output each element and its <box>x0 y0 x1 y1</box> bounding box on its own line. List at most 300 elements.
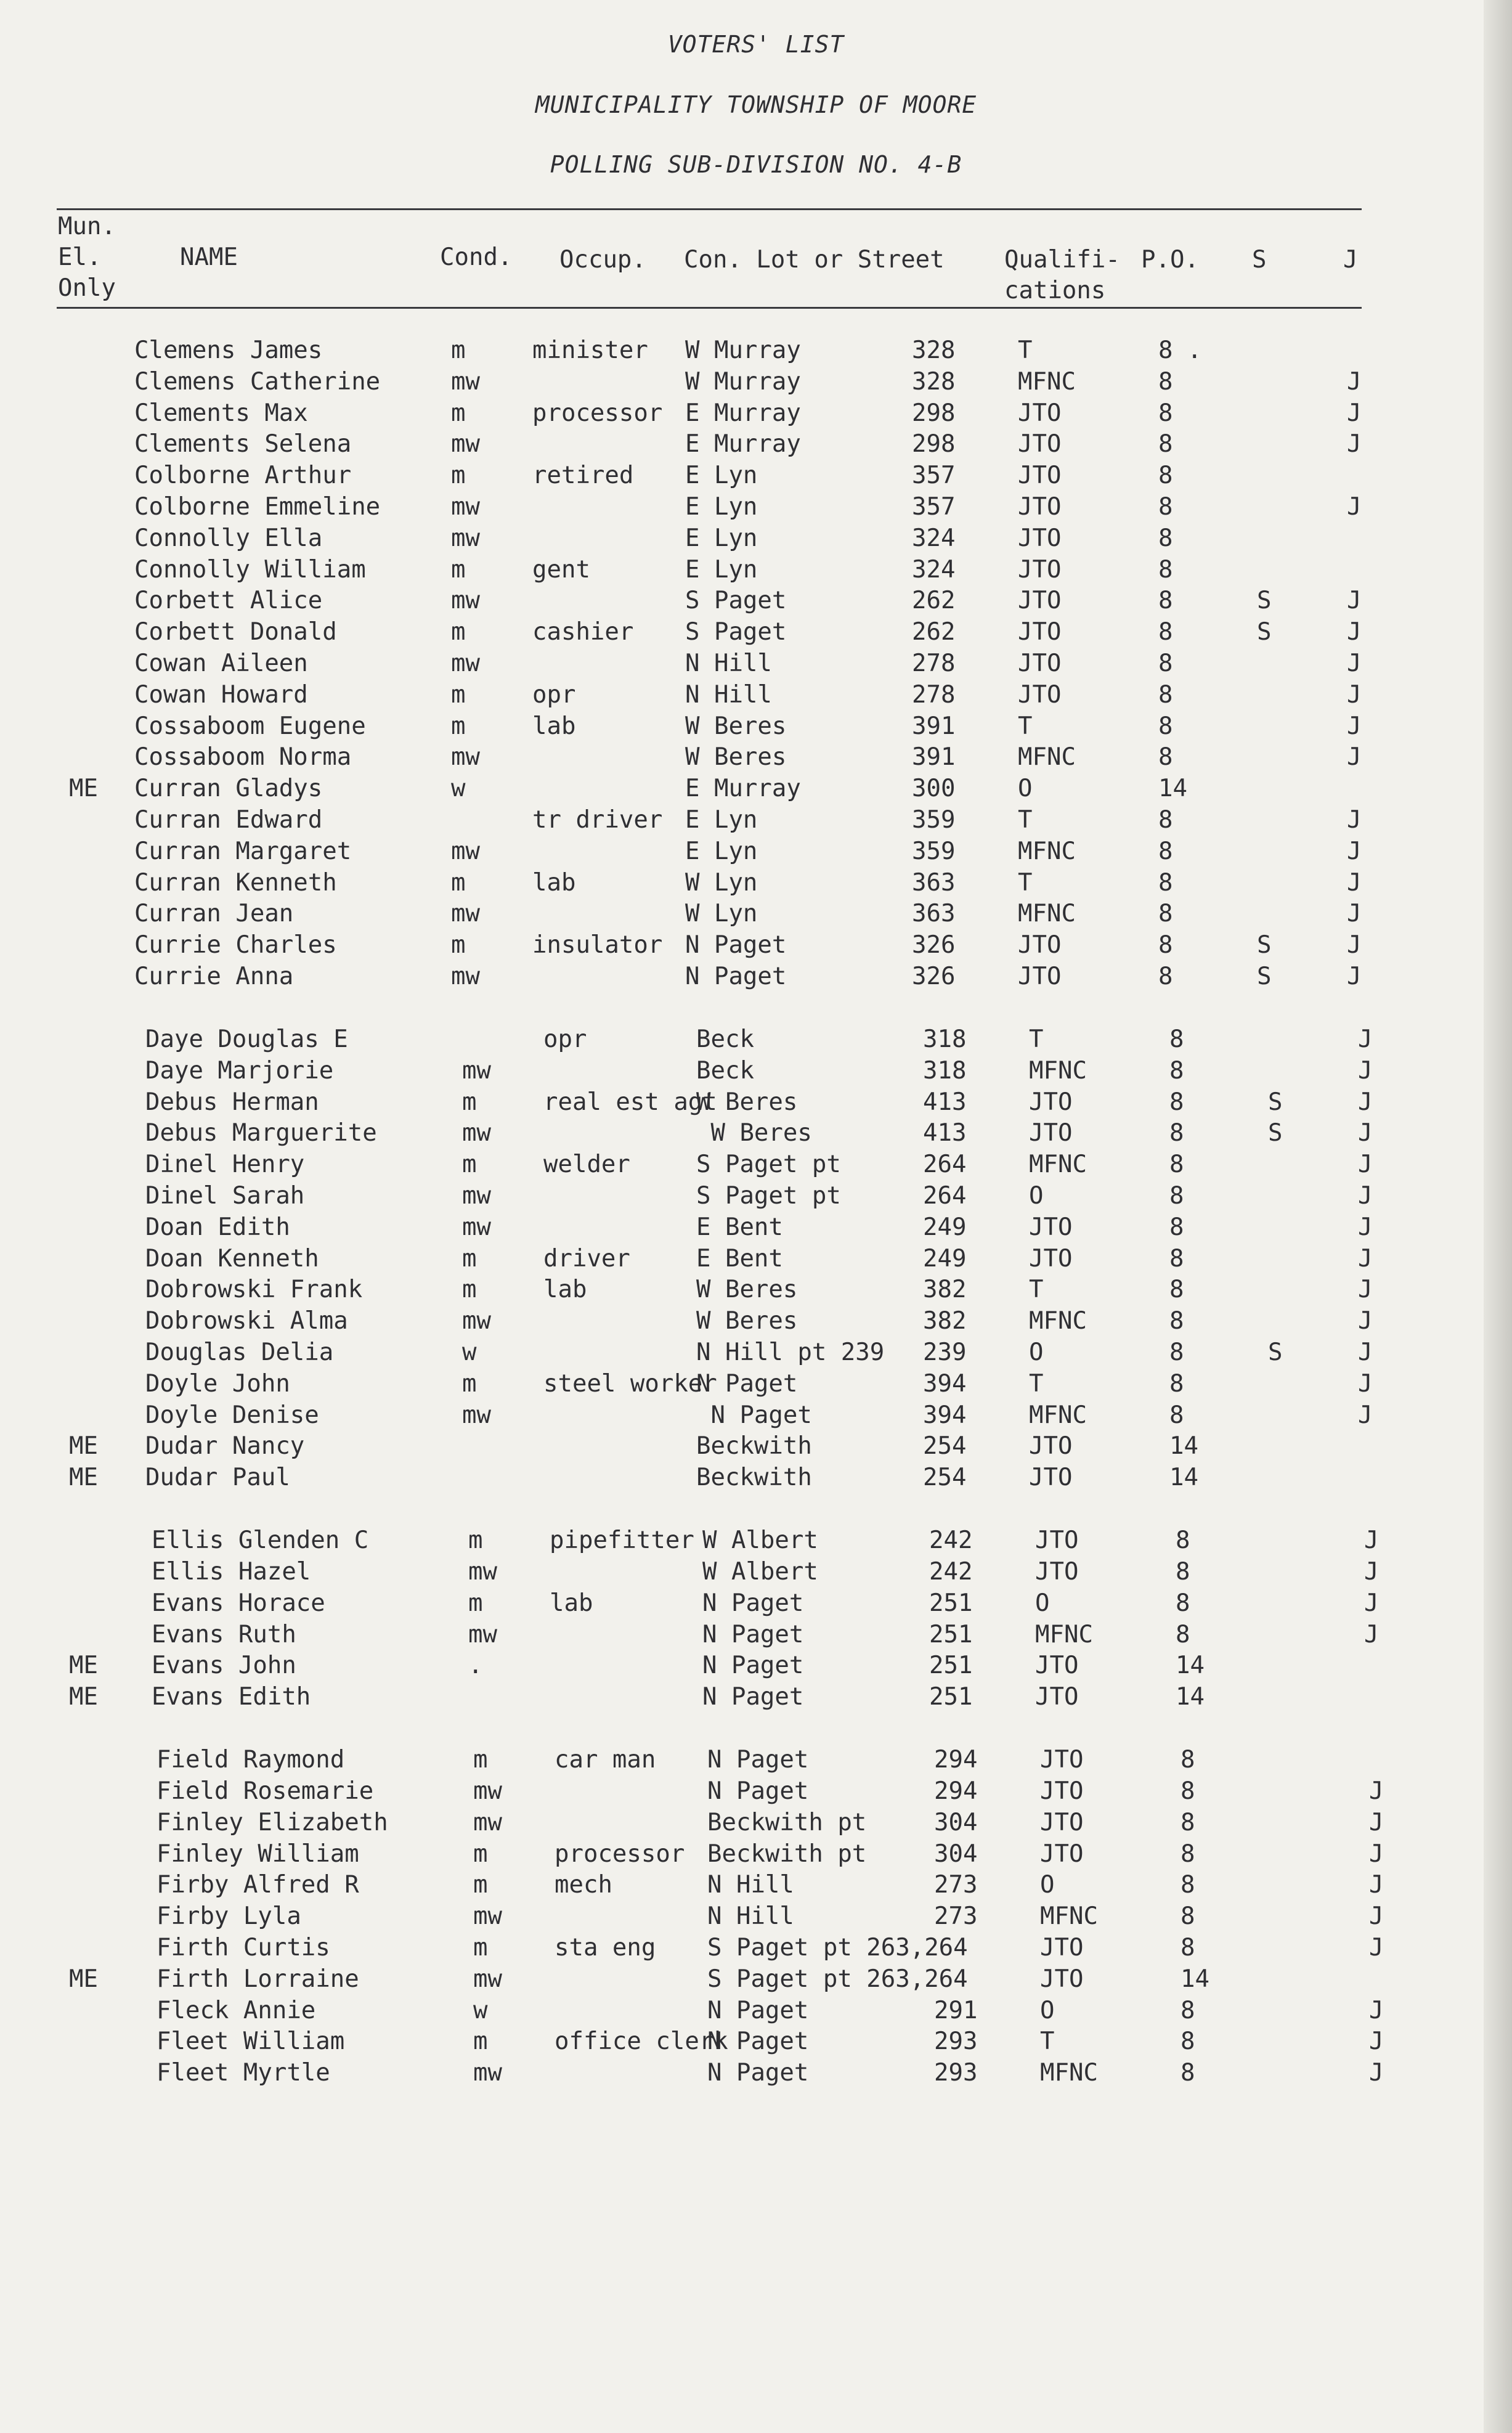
j-flag: J <box>1347 712 1362 740</box>
qualifications: JTO <box>1018 931 1062 959</box>
condition: mw <box>451 900 480 927</box>
voter-name: Cowan Howard <box>134 681 308 709</box>
lot-number: 300 <box>912 775 956 802</box>
col-j: J <box>1343 246 1358 274</box>
qualifications: JTO <box>1040 1809 1084 1836</box>
condition: mw <box>473 1965 502 1993</box>
voter-name: Evans John <box>152 1652 296 1679</box>
voter-row <box>0 1245 1512 1276</box>
location: N Hill <box>685 681 772 709</box>
voter-name: Firby Alfred R <box>156 1871 359 1899</box>
post-office: 8 <box>1158 524 1173 552</box>
occupation: processor <box>532 399 663 427</box>
occupation: opr <box>543 1025 587 1053</box>
location: N Paget <box>702 1621 804 1648</box>
location: N Hill <box>707 1902 794 1930</box>
qualifications: JTO <box>1040 1840 1084 1868</box>
voter-row <box>0 556 1512 587</box>
j-flag: J <box>1369 1871 1384 1899</box>
location: N Hill pt 239 <box>696 1339 885 1366</box>
j-flag: J <box>1347 650 1362 677</box>
location: N Paget <box>696 1370 798 1398</box>
lot-number: 278 <box>912 650 956 677</box>
lot-number: 239 <box>923 1339 967 1366</box>
voter-row <box>0 1746 1512 1777</box>
location: E Murray <box>685 775 801 802</box>
lot-number: 249 <box>923 1213 967 1241</box>
voter-row <box>0 1182 1512 1213</box>
lot-number: 293 <box>934 2059 978 2087</box>
condition: mw <box>451 524 480 552</box>
voter-name: Douglas Delia <box>145 1339 334 1366</box>
post-office: 8 <box>1158 556 1173 584</box>
voter-row <box>0 1151 1512 1181</box>
j-flag: J <box>1347 963 1362 990</box>
condition: mw <box>462 1057 491 1085</box>
voter-name: Evans Edith <box>152 1683 311 1711</box>
lot-number: 324 <box>912 524 956 552</box>
condition: mw <box>462 1401 491 1429</box>
lot-number: 298 <box>912 430 956 458</box>
col-po: P.O. <box>1141 246 1199 274</box>
lot-number: 251 <box>929 1683 973 1711</box>
voter-name: Curran Edward <box>134 806 323 834</box>
post-office: 8 <box>1158 493 1173 521</box>
condition: w <box>473 1997 488 2024</box>
lot-number: 304 <box>934 1840 978 1868</box>
voter-row <box>0 336 1512 367</box>
occupation: welder <box>543 1151 630 1178</box>
location: W Beres <box>685 743 787 771</box>
condition: m <box>451 681 466 709</box>
condition: m <box>451 869 466 897</box>
post-office: 8 <box>1169 1339 1184 1366</box>
condition: mw <box>462 1119 491 1147</box>
qualifications: JTO <box>1018 650 1062 677</box>
occupation: real est agt <box>543 1088 717 1116</box>
condition: mw <box>468 1621 497 1648</box>
j-flag: J <box>1358 1401 1373 1429</box>
lot-number: 304 <box>934 1809 978 1836</box>
location: Beckwith pt <box>707 1840 867 1868</box>
voter-name: Cowan Aileen <box>134 650 308 677</box>
post-office: 8 <box>1158 462 1173 489</box>
qualifications: O <box>1018 775 1033 802</box>
occupation: mech <box>555 1871 612 1899</box>
s-flag: S <box>1257 963 1272 990</box>
location: S Paget <box>685 587 787 614</box>
j-flag: J <box>1358 1276 1373 1303</box>
location: W Beres <box>685 712 787 740</box>
condition: m <box>462 1276 477 1303</box>
lot-number: 391 <box>912 743 956 771</box>
location: E Bent <box>696 1213 783 1241</box>
col-mun-line2: El. <box>58 243 102 271</box>
lot-number: 413 <box>923 1088 967 1116</box>
voter-row <box>0 963 1512 993</box>
j-flag: J <box>1358 1307 1373 1335</box>
post-office: 8 <box>1181 1746 1195 1774</box>
qualifications: O <box>1040 1871 1055 1899</box>
lot-number: 391 <box>912 712 956 740</box>
qualifications: MFNC <box>1040 1902 1098 1930</box>
voter-name: Dobrowski Alma <box>145 1307 348 1335</box>
voter-name: Doyle John <box>145 1370 290 1398</box>
voter-name: Connolly Ella <box>134 524 323 552</box>
condition: m <box>462 1245 477 1273</box>
j-flag: J <box>1347 618 1362 646</box>
qualifications: MFNC <box>1029 1151 1087 1178</box>
post-office: 8 <box>1158 931 1173 959</box>
lot-number: 359 <box>912 806 956 834</box>
lot-number: 254 <box>923 1464 967 1491</box>
location: S Paget pt <box>696 1151 841 1178</box>
post-office: 8 <box>1158 869 1173 897</box>
post-office: 8 <box>1169 1088 1184 1116</box>
lot-number: 242 <box>929 1526 973 1554</box>
qualifications: JTO <box>1018 462 1062 489</box>
post-office: 8 <box>1181 1809 1195 1836</box>
lot-number: 291 <box>934 1997 978 2024</box>
occupation: opr <box>532 681 576 709</box>
lot-number: 382 <box>923 1307 967 1335</box>
lot-number: 394 <box>923 1370 967 1398</box>
qualifications: JTO <box>1029 1245 1073 1273</box>
mun-elector-flag: ME <box>69 1683 98 1711</box>
location: N Paget <box>707 2059 809 2087</box>
lot-number: 251 <box>929 1621 973 1648</box>
occupation: gent <box>532 556 590 584</box>
qualifications: JTO <box>1029 1213 1073 1241</box>
voter-name: Evans Horace <box>152 1589 325 1617</box>
qualifications: MFNC <box>1018 900 1076 927</box>
s-flag: S <box>1257 618 1272 646</box>
voter-name: Colborne Emmeline <box>134 493 381 521</box>
voter-name: Field Raymond <box>156 1746 345 1774</box>
voter-row <box>0 1276 1512 1306</box>
s-flag: S <box>1268 1339 1283 1366</box>
voter-row <box>0 493 1512 524</box>
j-flag: J <box>1369 1840 1384 1868</box>
qualifications: O <box>1040 1997 1055 2024</box>
s-flag: S <box>1268 1119 1283 1147</box>
qualifications: JTO <box>1018 524 1062 552</box>
location: N Paget <box>707 1746 809 1774</box>
voter-row <box>0 1840 1512 1871</box>
voter-row <box>0 1464 1512 1494</box>
voter-row <box>0 1213 1512 1244</box>
lot-number: 262 <box>912 618 956 646</box>
voter-name: Ellis Glenden C <box>152 1526 369 1554</box>
voter-name: Doan Edith <box>145 1213 290 1241</box>
voter-name: Evans Ruth <box>152 1621 296 1648</box>
lot-number: 324 <box>912 556 956 584</box>
voter-row <box>0 1621 1512 1652</box>
post-office: 8 <box>1176 1621 1190 1648</box>
qualifications: O <box>1029 1339 1044 1366</box>
j-flag: J <box>1347 869 1362 897</box>
qualifications: JTO <box>1018 963 1062 990</box>
occupation: retired <box>532 462 634 489</box>
voter-name: Dudar Paul <box>145 1464 290 1491</box>
condition: mw <box>451 430 480 458</box>
post-office: 8 <box>1158 806 1173 834</box>
location: S Paget pt <box>696 1182 841 1210</box>
qualifications: JTO <box>1018 493 1062 521</box>
j-flag: J <box>1358 1151 1373 1178</box>
lot-number: 328 <box>912 368 956 396</box>
qualifications: T <box>1029 1370 1044 1398</box>
condition: mw <box>473 1809 502 1836</box>
location: N Paget <box>696 1401 812 1429</box>
lot-number: 273 <box>934 1871 978 1899</box>
location: W Beres <box>696 1276 798 1303</box>
voter-row <box>0 712 1512 743</box>
j-flag: J <box>1347 681 1362 709</box>
j-flag: J <box>1358 1213 1373 1241</box>
voter-row <box>0 743 1512 774</box>
j-flag: J <box>1347 399 1362 427</box>
condition: mw <box>451 837 480 865</box>
j-flag: J <box>1347 743 1362 771</box>
j-flag: J <box>1347 931 1362 959</box>
location: Beckwith <box>696 1432 812 1460</box>
qualifications: MFNC <box>1018 743 1076 771</box>
condition: w <box>462 1339 477 1366</box>
condition: mw <box>473 1902 502 1930</box>
voter-row <box>0 1589 1512 1620</box>
condition: m <box>451 712 466 740</box>
condition: mw <box>462 1307 491 1335</box>
voter-name: Dinel Henry <box>145 1151 305 1178</box>
location: S Paget pt 263,264 <box>707 1965 968 1993</box>
col-mun-line1: Mun. <box>58 213 116 240</box>
occupation: lab <box>532 869 576 897</box>
lot-number: 293 <box>934 2028 978 2055</box>
location: W Murray <box>685 336 801 364</box>
location: Beckwith pt <box>707 1809 867 1836</box>
qualifications: MFNC <box>1029 1307 1087 1335</box>
voter-name: Fleet William <box>156 2028 345 2055</box>
qualifications: JTO <box>1035 1652 1079 1679</box>
qualifications: JTO <box>1029 1088 1073 1116</box>
occupation: office clerk <box>555 2028 728 2055</box>
voter-row <box>0 931 1512 962</box>
j-flag: J <box>1369 2059 1384 2087</box>
subdivision-line: POLLING SUB-DIVISION NO. 4-B <box>550 151 962 178</box>
voter-name: Ellis Hazel <box>152 1558 311 1586</box>
s-flag: S <box>1257 931 1272 959</box>
lot-number: 363 <box>912 869 956 897</box>
j-flag: J <box>1369 1902 1384 1930</box>
voter-row <box>0 900 1512 931</box>
voter-name: Clemens James <box>134 336 323 364</box>
condition: mw <box>451 743 480 771</box>
voter-row <box>0 1965 1512 1996</box>
qualifications: T <box>1040 2028 1055 2055</box>
condition: m <box>473 1871 488 1899</box>
col-cond: Cond. <box>440 243 513 271</box>
post-office: 8 <box>1158 368 1173 396</box>
header-top-rule <box>57 208 1362 210</box>
location: Beckwith <box>696 1464 812 1491</box>
condition: mw <box>468 1558 497 1586</box>
location: N Paget <box>707 1777 809 1805</box>
occupation: sta eng <box>555 1934 656 1962</box>
location: W Lyn <box>685 900 758 927</box>
voter-name: Firth Lorraine <box>156 1965 359 1993</box>
voter-row <box>0 1902 1512 1933</box>
lot-number: 273 <box>934 1902 978 1930</box>
voter-name: Corbett Donald <box>134 618 337 646</box>
voter-row <box>0 869 1512 900</box>
qualifications: MFNC <box>1040 2059 1098 2087</box>
voter-row <box>0 1401 1512 1432</box>
voter-row <box>0 1339 1512 1369</box>
col-occup: Occup. <box>559 246 646 274</box>
post-office: 8 <box>1181 1840 1195 1868</box>
condition: mw <box>462 1213 491 1241</box>
j-flag: J <box>1369 1777 1384 1805</box>
post-office: 8 <box>1158 837 1173 865</box>
condition: m <box>473 1840 488 1868</box>
voter-row <box>0 1025 1512 1056</box>
location: Beck <box>696 1025 754 1053</box>
voter-row <box>0 430 1512 461</box>
occupation: tr driver <box>532 806 663 834</box>
location: W Beres <box>696 1088 798 1116</box>
post-office: 8 <box>1169 1057 1184 1085</box>
lot-number: 251 <box>929 1589 973 1617</box>
lot-number: 278 <box>912 681 956 709</box>
qualifications: JTO <box>1018 618 1062 646</box>
location: S Paget pt 263,264 <box>707 1934 968 1962</box>
condition: m <box>462 1370 477 1398</box>
qualifications: JTO <box>1018 399 1062 427</box>
voter-row <box>0 587 1512 617</box>
lot-number: 254 <box>923 1432 967 1460</box>
lot-number: 328 <box>912 336 956 364</box>
voter-row <box>0 1307 1512 1338</box>
condition: m <box>473 1746 488 1774</box>
voter-name: Clements Max <box>134 399 308 427</box>
lot-number: 294 <box>934 1777 978 1805</box>
location: W Beres <box>696 1119 812 1147</box>
condition: mw <box>451 587 480 614</box>
location: N Paget <box>685 963 787 990</box>
lot-number: 242 <box>929 1558 973 1586</box>
lot-number: 357 <box>912 493 956 521</box>
qualifications: JTO <box>1035 1526 1079 1554</box>
col-s: S <box>1252 246 1267 274</box>
condition: m <box>462 1151 477 1178</box>
lot-number: 264 <box>923 1182 967 1210</box>
j-flag: J <box>1364 1589 1379 1617</box>
j-flag: J <box>1364 1558 1379 1586</box>
lot-number: 294 <box>934 1746 978 1774</box>
post-office: 8 <box>1181 1871 1195 1899</box>
post-office: 8 <box>1158 743 1173 771</box>
lot-number: 326 <box>912 963 956 990</box>
post-office: 8 <box>1181 1934 1195 1962</box>
voter-name: Clemens Catherine <box>134 368 381 396</box>
location: E Lyn <box>685 556 758 584</box>
lot-number: 394 <box>923 1401 967 1429</box>
voter-name: Finley William <box>156 1840 359 1868</box>
post-office: 8 <box>1181 2059 1195 2087</box>
voter-row <box>0 2059 1512 2090</box>
j-flag: J <box>1358 1182 1373 1210</box>
condition: mw <box>451 493 480 521</box>
voter-row <box>0 806 1512 837</box>
condition: m <box>473 2028 488 2055</box>
qualifications: O <box>1035 1589 1050 1617</box>
voter-row <box>0 1934 1512 1965</box>
location: W Albert <box>702 1558 818 1586</box>
location: E Murray <box>685 399 801 427</box>
occupation: processor <box>555 1840 685 1868</box>
condition: mw <box>462 1182 491 1210</box>
qualifications: JTO <box>1029 1464 1073 1491</box>
mun-elector-flag: ME <box>69 775 98 802</box>
voter-name: Dobrowski Frank <box>145 1276 363 1303</box>
voter-row <box>0 837 1512 868</box>
voter-name: Curran Jean <box>134 900 294 927</box>
qualifications: JTO <box>1029 1432 1073 1460</box>
voter-name: Debus Marguerite <box>145 1119 377 1147</box>
voter-row <box>0 1119 1512 1150</box>
voter-name: Firth Curtis <box>156 1934 330 1962</box>
qualifications: T <box>1029 1025 1044 1053</box>
voter-name: Dudar Nancy <box>145 1432 305 1460</box>
voter-row <box>0 1683 1512 1714</box>
col-qual-line2: cations <box>1004 277 1106 304</box>
occupation: minister <box>532 336 648 364</box>
post-office: 8 <box>1158 900 1173 927</box>
voter-name: Fleet Myrtle <box>156 2059 330 2087</box>
post-office: 8 <box>1181 2028 1195 2055</box>
post-office: 8 <box>1169 1151 1184 1178</box>
voter-name: Firby Lyla <box>156 1902 301 1930</box>
lot-number: 413 <box>923 1119 967 1147</box>
lot-number: 262 <box>912 587 956 614</box>
voter-name: Cossaboom Eugene <box>134 712 366 740</box>
condition: m <box>468 1526 483 1554</box>
occupation: lab <box>550 1589 593 1617</box>
voter-name: Corbett Alice <box>134 587 323 614</box>
voter-name: Clements Selena <box>134 430 352 458</box>
location: Beck <box>696 1057 754 1085</box>
condition: mw <box>451 963 480 990</box>
post-office: 8 <box>1169 1245 1184 1273</box>
j-flag: J <box>1347 587 1362 614</box>
post-office: 8 <box>1169 1276 1184 1303</box>
post-office: 8 <box>1176 1526 1190 1554</box>
voter-row <box>0 1809 1512 1840</box>
post-office: 14 <box>1176 1652 1205 1679</box>
condition: . <box>468 1652 483 1679</box>
occupation: lab <box>543 1276 587 1303</box>
j-flag: J <box>1358 1339 1373 1366</box>
post-office: 8 <box>1176 1589 1190 1617</box>
lot-number: 298 <box>912 399 956 427</box>
location: N Hill <box>707 1871 794 1899</box>
j-flag: J <box>1347 837 1362 865</box>
location: W Albert <box>702 1526 818 1554</box>
col-mun-line3: Only <box>58 274 116 302</box>
location: N Paget <box>702 1652 804 1679</box>
qualifications: JTO <box>1040 1965 1084 1993</box>
